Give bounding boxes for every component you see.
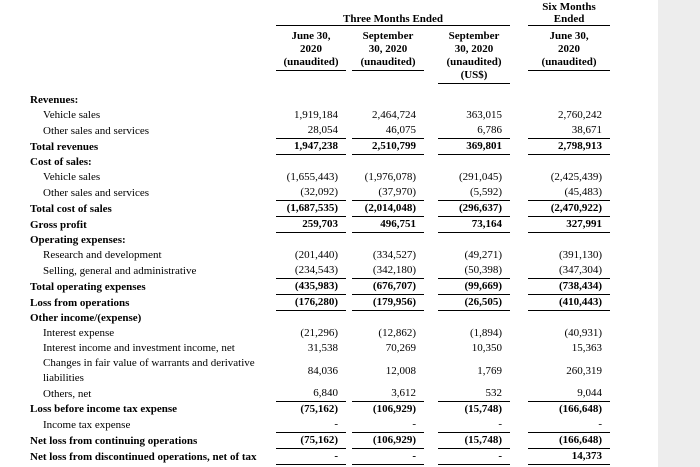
row-label: Revenues: [30, 94, 79, 106]
table-row [30, 123, 610, 139]
cell-value: (1,687,535) [276, 201, 346, 217]
table-row [30, 93, 610, 108]
gap-cell [424, 356, 438, 386]
gap-cell [510, 185, 528, 201]
col-header-three-months-september-usd: September 30, 2020 (unaudited) (US$) [438, 26, 510, 85]
row-label: Loss before income tax expense [30, 403, 178, 415]
row-label: Total operating expenses [30, 280, 146, 293]
cell-value: (179,956) [352, 295, 424, 311]
cell-value: 6,840 [276, 386, 346, 402]
gap-cell [424, 326, 438, 341]
cell-value: (37,970) [352, 185, 424, 201]
cell-value: 6,786 [438, 123, 510, 139]
cell-value: 70,269 [385, 342, 416, 354]
gap-cell [424, 279, 438, 295]
cell-value: (166,648) [558, 403, 603, 415]
gap-cell [424, 217, 438, 233]
cell-value: (391,130) [558, 249, 603, 261]
cell-value: (106,929) [372, 403, 416, 415]
row-label: Changes in fair value of warrants and derivative liabilities [43, 357, 255, 384]
cell-value: 260,319 [566, 364, 603, 377]
gap-cell [424, 170, 438, 185]
row-label: Vehicle sales [43, 171, 101, 183]
gap-cell [510, 279, 528, 295]
cell-value: - [352, 449, 424, 465]
row-label: Income tax expense [43, 418, 131, 431]
cell-value: (291,045) [458, 171, 503, 183]
gap-cell [424, 26, 438, 85]
cell-value: 14,373 [528, 449, 610, 465]
spacer-row [30, 84, 610, 93]
table-row [30, 449, 610, 465]
table-row [30, 248, 610, 263]
cell-value: (1,976,078) [364, 171, 416, 183]
cell-value: (50,398) [438, 263, 510, 279]
cell-value: 3,612 [352, 386, 424, 402]
row-label: Operating expenses: [30, 234, 126, 246]
cell-value: 15,363 [571, 342, 603, 354]
cell-value: 9,044 [528, 386, 610, 402]
three-months-ended-header: Three Months Ended [276, 0, 510, 26]
cell-value: 2,798,913 [528, 139, 610, 155]
cell-value: 31,538 [307, 342, 338, 354]
row-label: Other income/(expense) [30, 312, 142, 324]
col-header-three-months-june: June 30, 2020 (unaudited) [276, 26, 346, 85]
row-label: Vehicle sales [43, 109, 101, 121]
cell-value: 46,075 [352, 123, 424, 139]
cell-value: 10,350 [471, 342, 503, 354]
cell-value: 1,919,184 [294, 109, 338, 121]
gap-cell [510, 386, 528, 402]
cell-value: 1,947,238 [276, 139, 346, 155]
cell-value: (21,296) [300, 327, 338, 339]
table-row [30, 311, 610, 327]
row-label: Others, net [43, 387, 92, 400]
cell-value: (75,162) [276, 433, 346, 449]
cell-value: - [528, 417, 610, 433]
table-row [30, 279, 610, 295]
gap-cell [424, 386, 438, 402]
table-row [30, 356, 610, 386]
cell-value: (12,862) [378, 327, 416, 339]
gap-cell [424, 201, 438, 217]
cell-value: (49,271) [464, 249, 503, 261]
gap-cell [510, 123, 528, 139]
group-header-row [30, 0, 610, 26]
gap-cell [510, 263, 528, 279]
empty-cell [30, 0, 276, 26]
cell-value: (1,655,443) [286, 171, 338, 183]
gap-cell [510, 139, 528, 155]
gap-cell [424, 248, 438, 263]
gap-cell [424, 108, 438, 123]
cell-value: (166,648) [528, 433, 610, 449]
gap-cell [424, 417, 438, 433]
gap-cell [424, 449, 438, 465]
table-header [30, 0, 610, 93]
gap-cell [424, 341, 438, 356]
gap-cell [510, 170, 528, 185]
gap-cell [424, 123, 438, 139]
cell-value: 496,751 [352, 217, 424, 233]
table-row [30, 433, 610, 449]
gap-cell [424, 263, 438, 279]
cell-value: (296,637) [438, 201, 510, 217]
cell-value: 84,036 [307, 364, 338, 377]
cell-value: 259,703 [276, 217, 346, 233]
row-label: Interest income and investment income, net [43, 342, 235, 354]
table-row [30, 263, 610, 279]
gap-cell [424, 139, 438, 155]
cell-value: - [438, 417, 510, 433]
table-row [30, 402, 610, 418]
cell-value: 2,510,799 [352, 139, 424, 155]
row-label: Total revenues [30, 140, 99, 153]
table-row [30, 341, 610, 356]
gap-cell [424, 295, 438, 311]
table-row [30, 386, 610, 402]
row-label: Other sales and services [43, 186, 149, 199]
empty-cell [30, 26, 276, 85]
cell-value: (106,929) [352, 433, 424, 449]
col-header-three-months-september: September 30, 2020 (unaudited) [352, 26, 424, 85]
cell-value: (342,180) [352, 263, 424, 279]
cell-value: (32,092) [276, 185, 346, 201]
gap-cell [510, 341, 528, 356]
row-label: Research and development [43, 249, 162, 261]
cell-value: 532 [438, 386, 510, 402]
six-months-ended-header: Six Months Ended [528, 0, 610, 26]
col-header-six-months-june: June 30, 2020 (unaudited) [528, 26, 610, 85]
cell-value: (334,527) [372, 249, 416, 261]
cell-value: (26,505) [438, 295, 510, 311]
row-label: Total cost of sales [30, 202, 112, 215]
gap-cell [510, 433, 528, 449]
gap-cell [424, 185, 438, 201]
cell-value: (40,931) [564, 327, 603, 339]
table-row [30, 295, 610, 311]
cell-value: (234,543) [276, 263, 346, 279]
row-label: Selling, general and administrative [43, 264, 197, 277]
row-label: Cost of sales: [30, 156, 92, 168]
gap-cell [510, 26, 528, 85]
gap-cell [510, 217, 528, 233]
cell-value: (676,707) [352, 279, 424, 295]
cell-value: 2,464,724 [372, 109, 416, 121]
cell-value: 327,991 [528, 217, 610, 233]
gap-cell [510, 248, 528, 263]
cell-value: (2,470,922) [528, 201, 610, 217]
cell-value: - [276, 449, 346, 465]
table-row [30, 417, 610, 433]
cell-value: 28,054 [276, 123, 346, 139]
table-row [30, 233, 610, 249]
gap-cell [510, 0, 528, 26]
row-label: Other sales and services [43, 124, 149, 137]
cell-value: - [352, 417, 424, 433]
gap-cell [510, 356, 528, 386]
table-row [30, 326, 610, 341]
gap-cell [424, 433, 438, 449]
cell-value: (176,280) [276, 295, 346, 311]
table-body [30, 93, 610, 465]
cell-value: (2,014,048) [352, 201, 424, 217]
cell-value: (738,434) [528, 279, 610, 295]
row-label: Interest expense [43, 327, 115, 339]
table-row [30, 139, 610, 155]
cell-value: - [438, 449, 510, 465]
table-row [30, 170, 610, 185]
gap-cell [510, 326, 528, 341]
cell-value: (45,483) [528, 185, 610, 201]
row-label: Loss from operations [30, 296, 130, 309]
gap-cell [424, 402, 438, 418]
cell-value: (15,748) [438, 433, 510, 449]
income-statement-table [30, 0, 610, 465]
table-row [30, 217, 610, 233]
gap-cell [510, 295, 528, 311]
cell-value: 2,760,242 [558, 109, 603, 121]
cell-value: (201,440) [294, 249, 338, 261]
gap-cell [510, 108, 528, 123]
table-row [30, 201, 610, 217]
cell-value: 73,164 [438, 217, 510, 233]
cell-value: (5,592) [438, 185, 510, 201]
table-row [30, 185, 610, 201]
cell-value: 1,769 [477, 364, 503, 377]
cell-value: 363,015 [466, 109, 503, 121]
cell-value: (15,748) [464, 403, 503, 415]
cell-value: 38,671 [528, 123, 610, 139]
row-label: Net loss from continuing operations [30, 434, 198, 447]
cell-value: (99,669) [438, 279, 510, 295]
cell-value: 12,008 [385, 364, 416, 377]
cell-value: (1,894) [469, 327, 503, 339]
page-edge [658, 0, 700, 467]
cell-value: (435,983) [276, 279, 346, 295]
cell-value: 369,801 [438, 139, 510, 155]
gap-cell [510, 449, 528, 465]
gap-cell [510, 402, 528, 418]
gap-cell [510, 417, 528, 433]
gap-cell [510, 201, 528, 217]
row-label: Gross profit [30, 218, 87, 231]
cell-value: (2,425,439) [550, 171, 603, 183]
table-row [30, 108, 610, 123]
cell-value: - [276, 417, 346, 433]
row-label: Net loss from discontinued operations, net of tax [30, 450, 257, 463]
column-header-row [30, 26, 610, 85]
cell-value: (75,162) [300, 403, 338, 415]
table-row [30, 155, 610, 171]
cell-value: (347,304) [528, 263, 610, 279]
cell-value: (410,443) [528, 295, 610, 311]
